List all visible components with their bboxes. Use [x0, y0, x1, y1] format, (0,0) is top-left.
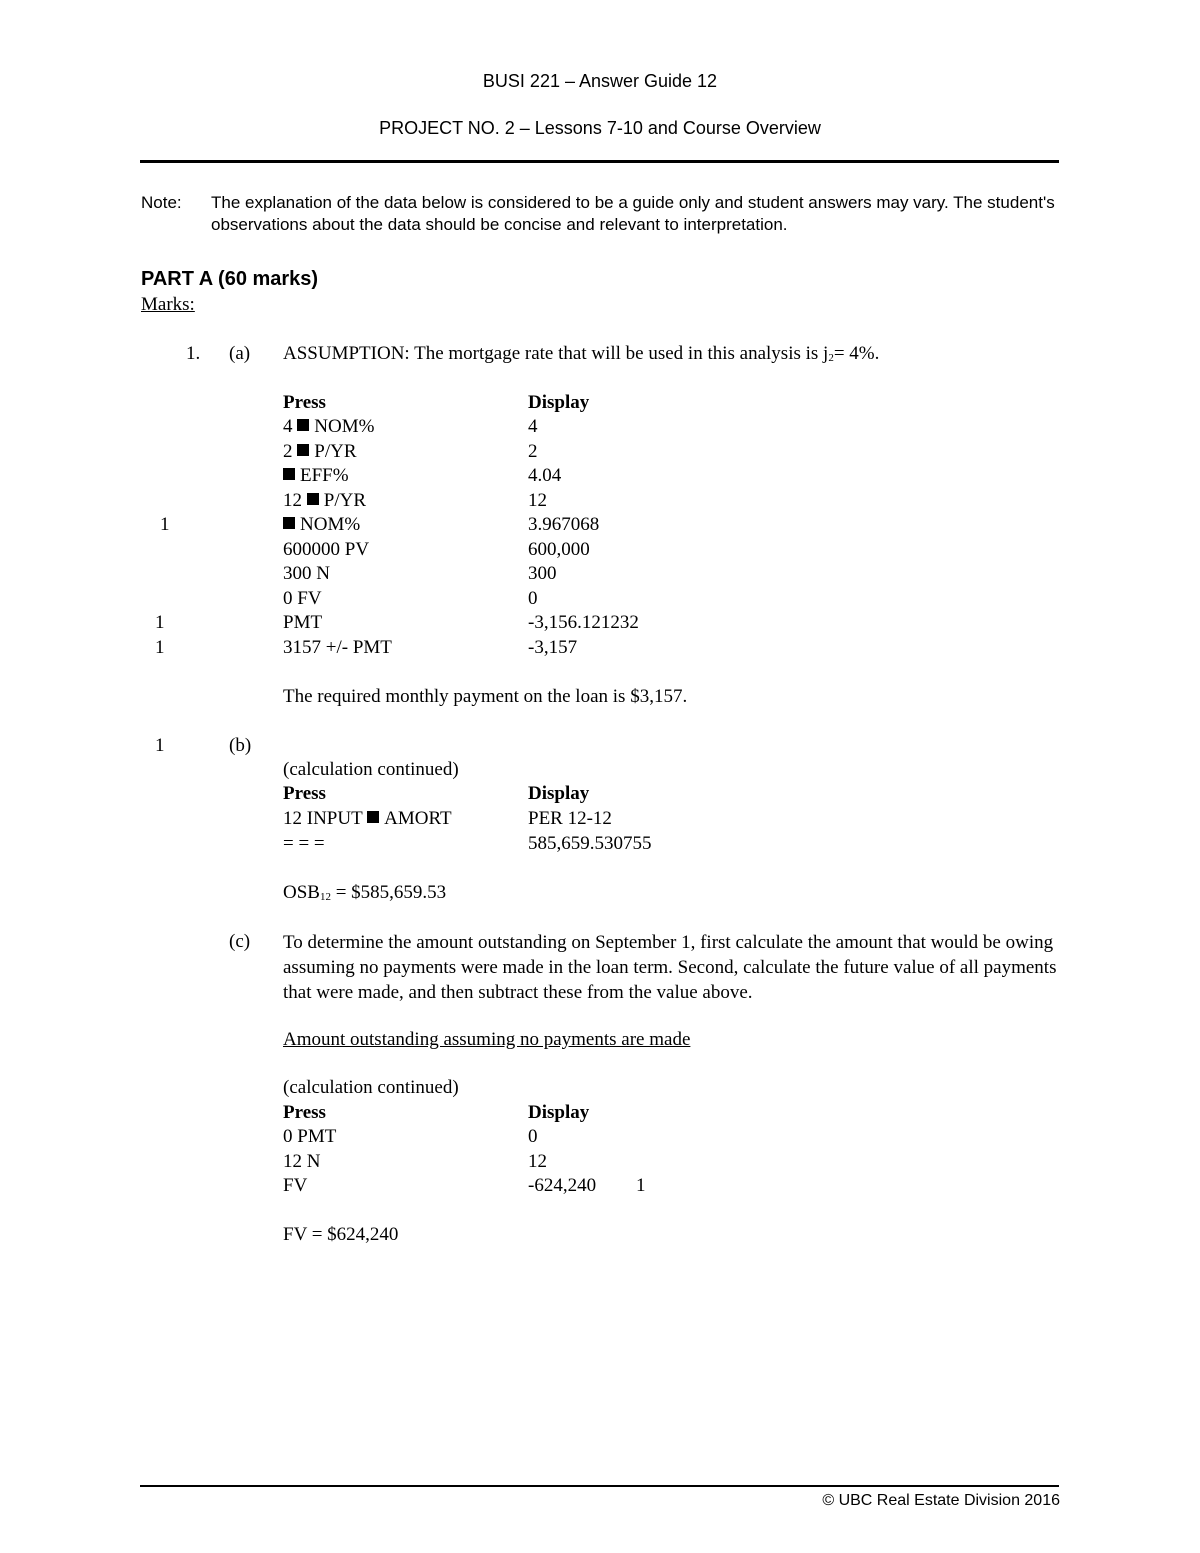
mark: 1 — [155, 612, 165, 633]
display-header: Display — [528, 392, 590, 413]
press-text: 12 INPUT — [283, 808, 368, 829]
press-key: EFF% — [300, 465, 349, 486]
footer-copyright: © UBC Real Estate Division 2016 — [822, 1492, 1060, 1509]
mark: 1 — [155, 637, 165, 658]
display-value: -3,156.121232 — [528, 612, 639, 633]
mark: 1 — [636, 1175, 646, 1196]
assumption-pre: ASSUMPTION: The mortgage rate that will be used in this analysis is j — [283, 343, 829, 364]
calculation-continued-c: (calculation continued) — [283, 1077, 459, 1098]
note-text: The explanation of the data below is considered to be a guide only and student answers may vary. The student's observations about the data should be concise and relevant to interpretation. — [211, 193, 1055, 234]
display-value: 12 — [528, 1151, 547, 1172]
display-value: 2 — [528, 441, 538, 462]
press-cell: 12 N — [283, 1151, 321, 1172]
monthly-payment-conclusion: The required monthly payment on the loan is $3,157. — [283, 686, 688, 707]
header-divider — [140, 160, 1059, 163]
assumption-sub: 2 — [828, 352, 834, 364]
press-key: P/YR — [314, 441, 357, 462]
osb-result-post: = $585,659.53 — [330, 882, 447, 903]
osb-result-sub: 12 — [319, 891, 331, 903]
press-key: AMORT — [384, 808, 452, 829]
display-value: PER 12-12 — [528, 808, 612, 829]
shift-key-icon — [367, 811, 379, 823]
question-number: 1. — [186, 343, 201, 364]
display-value: 300 — [528, 563, 557, 584]
display-header-b: Display — [528, 783, 590, 804]
display-value: 0 — [528, 588, 538, 609]
press-cell — [283, 539, 369, 561]
display-value: -3,157 — [528, 637, 578, 658]
display-value: 0 — [528, 1126, 538, 1147]
part-c-label: (c) — [229, 931, 251, 952]
press-cell — [283, 490, 366, 512]
press-header-c: Press — [283, 1102, 326, 1123]
display-value: 3.967068 — [528, 514, 600, 535]
press-cell — [283, 808, 452, 830]
osb-result — [283, 882, 446, 904]
assumption-text — [283, 343, 879, 365]
mark: 1 — [160, 514, 170, 535]
press-cell — [283, 441, 357, 463]
display-value: -624,240 — [528, 1175, 597, 1196]
assumption-post: = 4%. — [833, 343, 880, 364]
press-header: Press — [283, 392, 326, 413]
shift-key-icon — [283, 517, 295, 529]
press-cell — [283, 612, 322, 634]
mark-b: 1 — [155, 735, 165, 756]
part-b-label: (b) — [229, 735, 252, 756]
marks-label: Marks: — [141, 294, 195, 315]
footer-divider — [140, 1485, 1059, 1487]
display-value: 4 — [528, 416, 538, 437]
press-cell — [283, 514, 360, 536]
press-text: 4 — [283, 416, 298, 437]
press-text: 600000 PV — [283, 539, 370, 560]
press-text: = = = — [283, 833, 325, 854]
header-course-title: BUSI 221 – Answer Guide 12 — [482, 71, 718, 91]
part-c-subheading: Amount outstanding assuming no payments are made — [283, 1029, 691, 1050]
note-label: Note: — [141, 193, 182, 212]
press-cell — [283, 465, 349, 487]
shift-key-icon — [283, 468, 295, 480]
press-key: NOM% — [300, 514, 361, 535]
press-text: 2 — [283, 441, 298, 462]
header-project-title: PROJECT NO. 2 – Lessons 7-10 and Course Overview — [379, 118, 821, 138]
part-a-title: PART A (60 marks) — [141, 268, 319, 290]
part-c-explanation: To determine the amount outstanding on September 1, first calculate the amount that would be owing assuming no payments were made in the loan term. Second, calculate the future value of all payments that were made, and then subtract these from the value above. — [283, 932, 1057, 1003]
display-value: 600,000 — [528, 539, 590, 560]
calculation-continued-b: (calculation continued) — [283, 759, 459, 780]
press-cell — [283, 588, 322, 610]
display-value: 12 — [528, 490, 547, 511]
press-cell — [283, 416, 374, 438]
press-text: 12 — [283, 490, 307, 511]
shift-key-icon — [307, 493, 319, 505]
shift-key-icon — [297, 444, 309, 456]
osb-result-pre: OSB — [283, 882, 320, 903]
press-cell: 0 PMT — [283, 1126, 337, 1147]
press-text: PMT — [283, 612, 323, 633]
press-key: P/YR — [323, 490, 366, 511]
press-text: 300 N — [283, 563, 330, 584]
shift-key-icon — [297, 419, 309, 431]
display-value: 585,659.530755 — [528, 833, 652, 854]
press-text: 3157 +/- PMT — [283, 637, 392, 658]
press-cell — [283, 833, 325, 855]
fv-result: FV = $624,240 — [283, 1224, 399, 1245]
part-a-label: (a) — [229, 343, 251, 364]
display-header-c: Display — [528, 1102, 590, 1123]
press-header-b: Press — [283, 783, 326, 804]
press-key: NOM% — [314, 416, 375, 437]
press-text: 0 FV — [283, 588, 322, 609]
press-cell — [283, 563, 330, 585]
display-value: 4.04 — [528, 465, 562, 486]
press-cell — [283, 637, 392, 659]
press-cell: FV — [283, 1175, 308, 1196]
